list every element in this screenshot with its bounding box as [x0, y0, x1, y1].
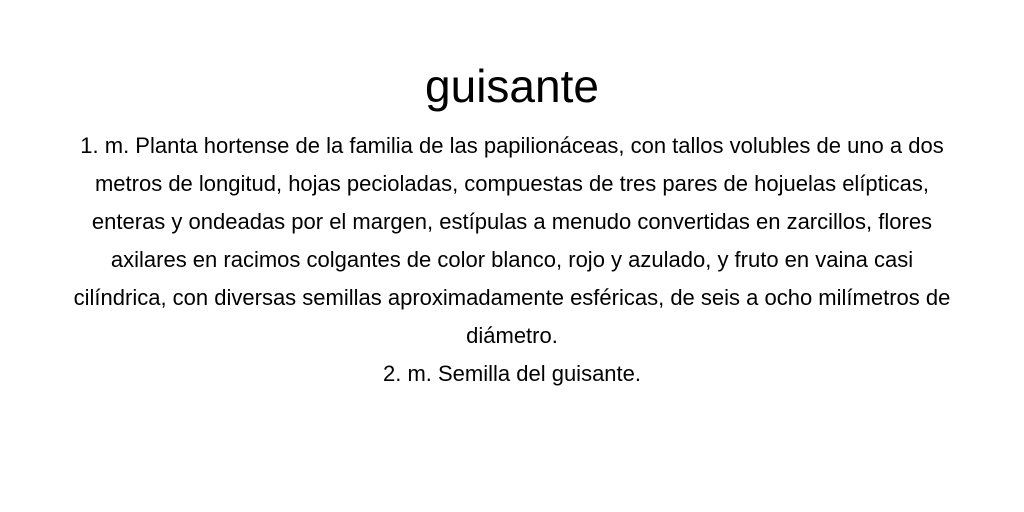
- definition-list: [62, 127, 962, 393]
- definition-sense-2: 2. m. Semilla del guisante.: [382, 361, 642, 386]
- definition-sense-1: 1. m. Planta hortense de la familia de las papilionáceas, con tallos volubles de uno a dos metros de longitud, hojas pecioladas, compuestas de tres pares de hojuelas elípticas, enteras y ondeadas por el margen, estípulas a menudo convertidas en zarcillos, flores axilares en racimos colgantes de color blanco, rojo y azulado, y fruto en vaina casi cilíndrica, con diversas semillas aproximadamente esféricas, de seis a ocho milímetros de diámetro.: [73, 133, 951, 348]
- entry-headword: guisante: [425, 60, 599, 112]
